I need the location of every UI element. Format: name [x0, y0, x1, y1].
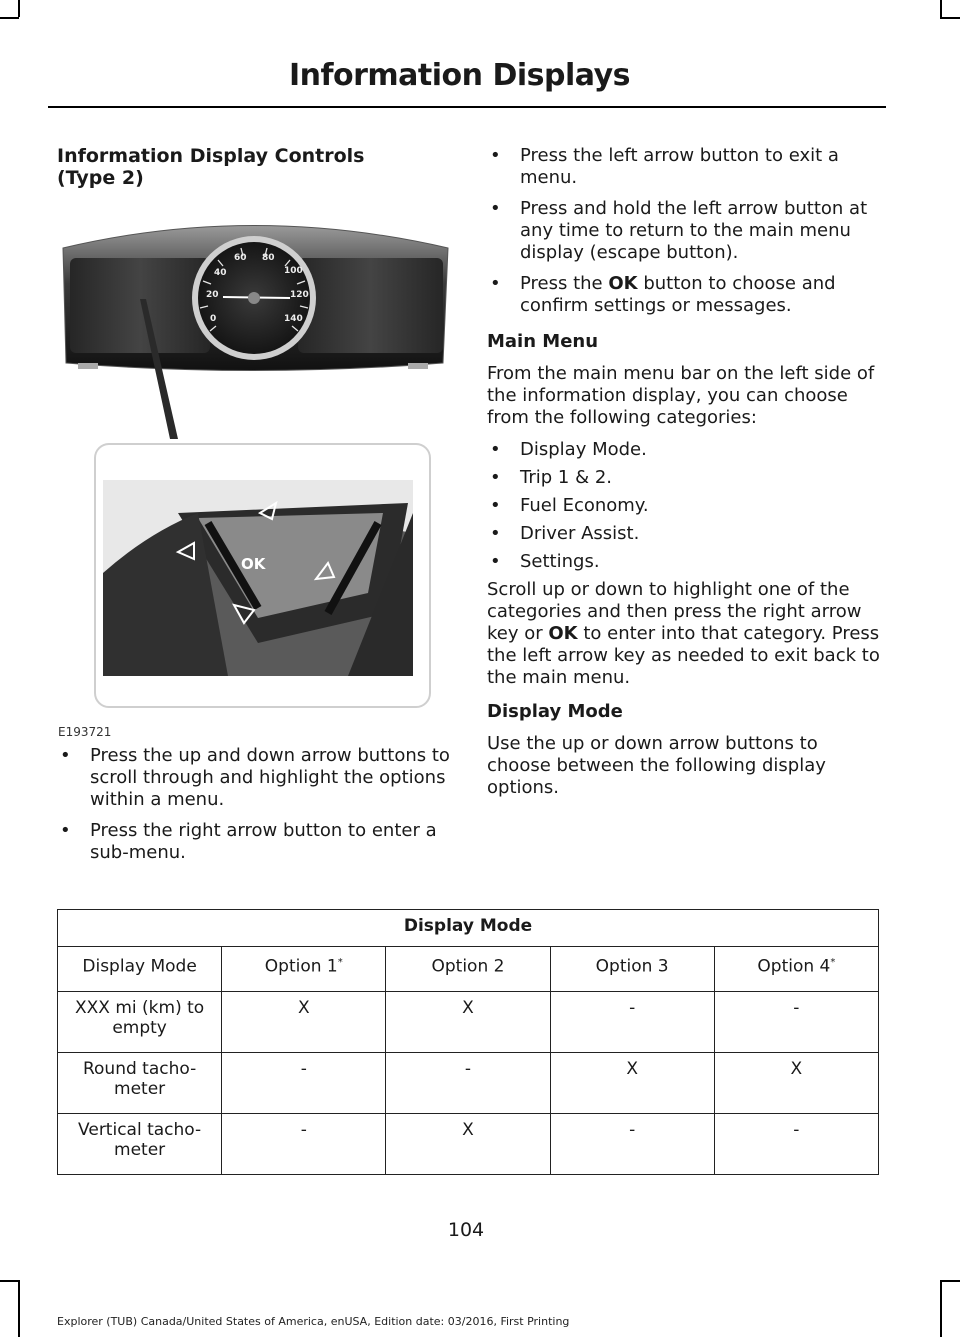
footer-text: Explorer (TUB) Canada/United States of America, enUSA, Edition date: 03/2016, First Printing	[57, 1315, 570, 1328]
list-item: • Press the right arrow button to enter a sub-menu.	[60, 820, 437, 863]
scroll-text: Scroll up or down to highlight one of the categories and then press the right arrow key or OK to enter into that category. Press the left arrow key as needed to exit back to the main menu.	[487, 579, 880, 688]
display-mode-text: Use the up or down arrow buttons to choose between the following display options.	[487, 733, 826, 798]
table-cell: X	[714, 1052, 878, 1113]
ok-button-label: OK	[241, 555, 266, 573]
table-cell: XXX mi (km) to empty	[58, 991, 222, 1052]
crop-mark	[940, 1280, 942, 1337]
crop-mark	[940, 1280, 960, 1282]
table-header-row	[58, 947, 879, 992]
crop-mark	[0, 17, 19, 19]
left-bullets	[57, 745, 452, 873]
table-cell: -	[386, 1052, 550, 1113]
table-cell: -	[550, 991, 714, 1052]
display-mode-heading: Display Mode	[487, 701, 623, 722]
page-title: Information Displays	[288, 58, 630, 93]
table-cell: -	[714, 1113, 878, 1174]
svg-text:40: 40	[214, 268, 227, 278]
right-column	[487, 145, 882, 809]
svg-text:0: 0	[210, 314, 217, 324]
table-cell: X	[550, 1052, 714, 1113]
svg-text:120: 120	[290, 290, 309, 300]
page-number: 104	[447, 1219, 485, 1241]
table-caption: Display Mode	[58, 910, 879, 947]
svg-text:20: 20	[206, 290, 219, 300]
instrument-cluster-illustration	[58, 213, 454, 723]
main-menu-text: From the main menu bar on the left side of the information display, you can choose from the following categories:	[487, 363, 875, 428]
list-item: • Fuel Economy.	[490, 495, 649, 516]
crop-mark	[0, 1280, 19, 1282]
header-divider	[48, 106, 886, 108]
table-header-cell: Option 3	[550, 947, 714, 992]
svg-text:60: 60	[234, 253, 247, 263]
table-header-cell: Option 4*	[714, 947, 878, 992]
crop-mark	[18, 1280, 20, 1337]
table-row	[58, 1113, 879, 1174]
left-column	[57, 145, 452, 189]
main-menu-heading: Main Menu	[487, 331, 599, 352]
table-header-cell: Display Mode	[58, 947, 222, 992]
table-cell: -	[222, 1052, 386, 1113]
display-mode-table	[57, 909, 879, 1175]
table-cell: X	[386, 1113, 550, 1174]
list-item: • Driver Assist.	[490, 523, 640, 544]
list-item: • Press the up and down arrow buttons to scroll through and highlight the options within a menu.	[60, 745, 450, 810]
table-cell: Vertical tacho-meter	[58, 1113, 222, 1174]
table-cell: Round tacho-meter	[58, 1052, 222, 1113]
figure-code: E193721	[58, 725, 112, 739]
list-item: • Settings.	[490, 551, 600, 572]
table-row	[58, 991, 879, 1052]
crop-mark	[940, 0, 942, 17]
svg-text:140: 140	[284, 314, 303, 324]
list-item: • Trip 1 & 2.	[490, 467, 613, 488]
list-item: • Press the OK button to choose and confirm settings or messages.	[490, 273, 836, 316]
section-heading: Information Display Controls (Type 2)	[57, 145, 365, 189]
svg-text:80: 80	[262, 253, 275, 263]
list-item: • Display Mode.	[490, 439, 647, 460]
svg-text:100: 100	[284, 266, 303, 276]
table-cell: -	[222, 1113, 386, 1174]
table-cell: X	[386, 991, 550, 1052]
list-item: • Press the left arrow button to exit a menu.	[490, 145, 839, 188]
table-header-cell: Option 1*	[222, 947, 386, 992]
table-header-cell: Option 2	[386, 947, 550, 992]
list-item: • Press and hold the left arrow button at any time to return to the main menu display (escape button).	[490, 198, 868, 263]
table-cell: -	[550, 1113, 714, 1174]
crop-mark	[18, 0, 20, 17]
cluster-figure	[58, 213, 454, 743]
table-cell: X	[222, 991, 386, 1052]
table-cell: -	[714, 991, 878, 1052]
table-row	[58, 1052, 879, 1113]
crop-mark	[940, 17, 960, 19]
